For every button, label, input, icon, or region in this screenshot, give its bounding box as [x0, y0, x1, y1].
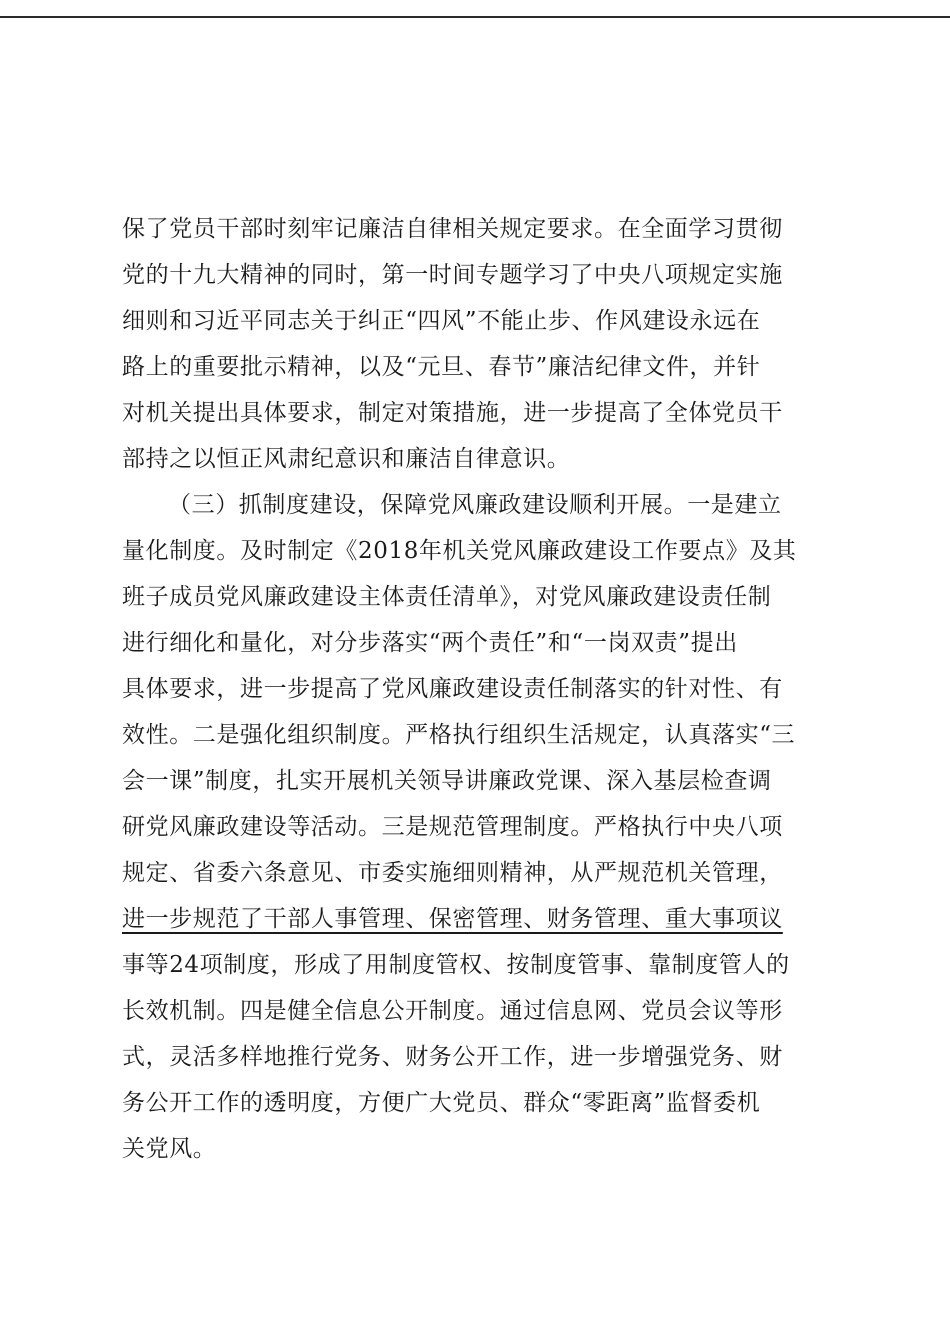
text-line: 长效机制。四是健全信息公开制度。通过信息网、党员会议等形 [122, 998, 783, 1024]
text-line: 部持之以恒正风肃纪意识和廉洁自律意识。 [122, 446, 571, 472]
text-line: 会一课”制度，扎实开展机关领导讲廉政党课、深入基层检查调 [122, 768, 772, 794]
text-line: 事等24项制度，形成了用制度管权、按制度管事、靠制度管人的 [122, 952, 790, 978]
text-line: 对机关提出具体要求，制定对策措施，进一步提高了全体党员干 [122, 400, 783, 426]
text-line: 细则和习近平同志关于纠正“四风”不能止步、作风建设永远在 [122, 308, 761, 334]
underlined-text-line: 进一步规范了干部人事管理、保密管理、财务管理、重大事项议 [122, 906, 783, 932]
text-line: 量化制度。及时制定《2018年机关党风廉政建设工作要点》及其 [122, 538, 797, 564]
text-line: 式，灵活多样地推行党务、财务公开工作，进一步增强党务、财 [122, 1044, 783, 1070]
text-line: 班子成员党风廉政建设主体责任清单》，对党风廉政建设责任制 [122, 584, 772, 610]
text-line: 路上的重要批示精神，以及“元旦、春节”廉洁纪律文件，并针 [122, 354, 761, 380]
text-line: 效性。二是强化组织制度。严格执行组织生活规定，认真落实“三 [122, 722, 796, 748]
text-line: 进行细化和量化，对分步落实“两个责任”和“一岗双责”提出 [122, 630, 738, 656]
section-heading-line: （三）抓制度建设，保障党风廉政建设顺利开展。一是建立 [168, 492, 782, 518]
text-line: 党的十九大精神的同时，第一时间专题学习了中央八项规定实施 [122, 262, 783, 288]
text-line: 研党风廉政建设等活动。三是规范管理制度。严格执行中央八项 [122, 814, 783, 840]
text-line: 务公开工作的透明度，方便广大党员、群众“零距离”监督委机 [122, 1090, 761, 1116]
text-line: 规定、省委六条意见、市委实施细则精神，从严规范机关管理， [122, 860, 783, 886]
text-line: 保了党员干部时刻牢记廉洁自律相关规定要求。在全面学习贯彻 [122, 216, 783, 242]
text-line: 关党风。 [122, 1136, 217, 1162]
text-line: 具体要求，进一步提高了党风廉政建设责任制落实的针对性、有 [122, 676, 783, 702]
